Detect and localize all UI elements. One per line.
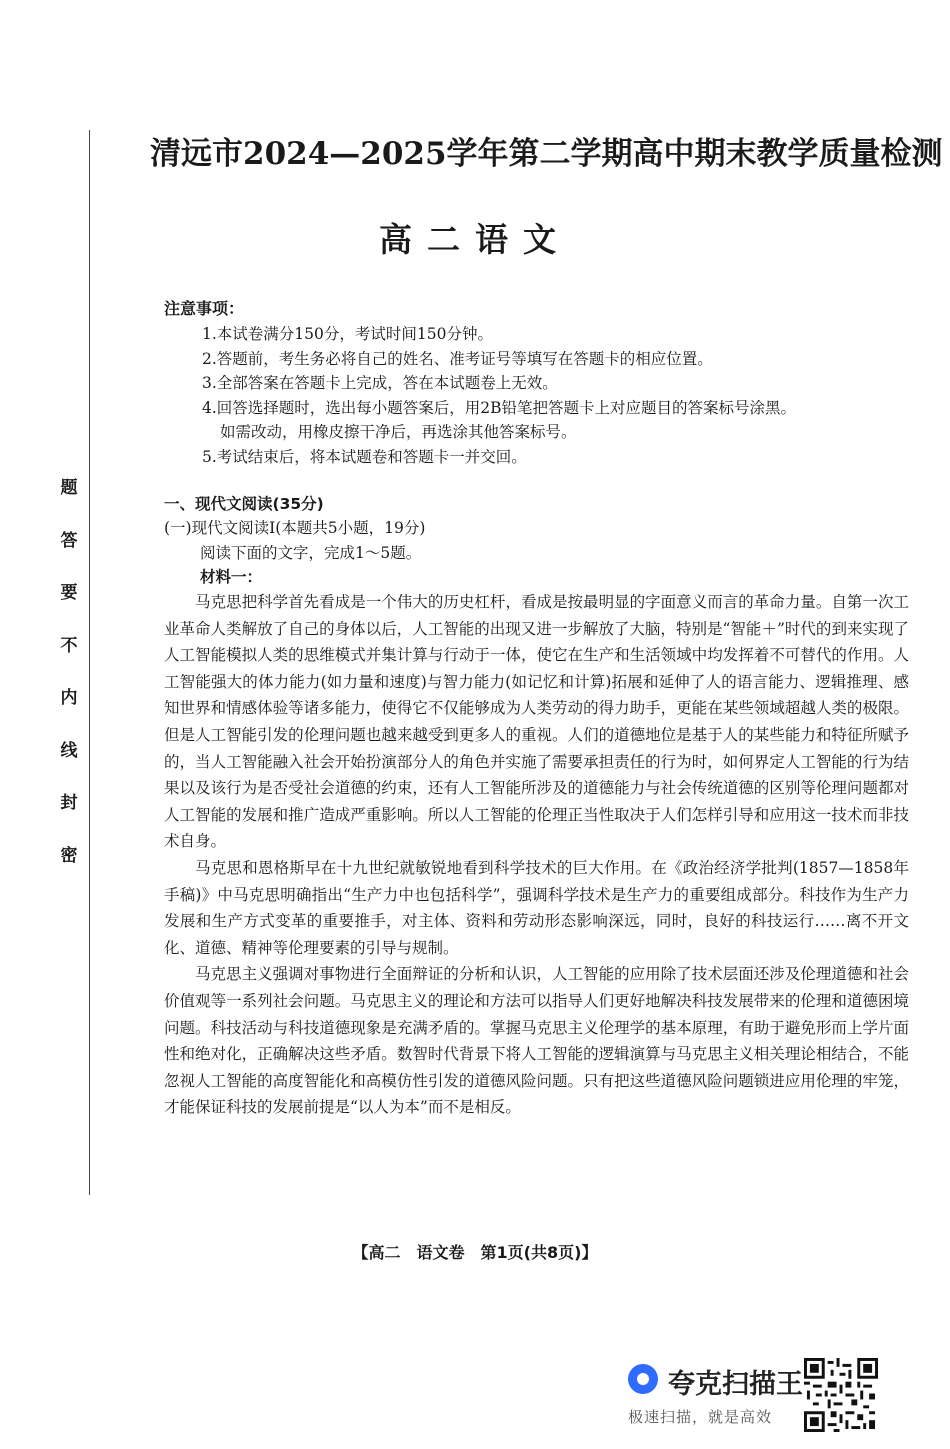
seal-char: 封 (60, 793, 78, 813)
page-footer: 【高二 语文卷 第1页(共8页)】 (352, 1243, 598, 1262)
scanner-logo-icon (628, 1364, 658, 1394)
seal-char: 要 (60, 583, 78, 603)
passage-paragraph: 马克思把科学首先看成是一个伟大的历史杠杆，看成是按最明显的字面意义而言的革命力量。自第一次工业革命人类解放了自己的身体以后，人工智能的出现又进一步解放了大脑，特别是“智能＋”时代的到来实现了人工智能模拟人类的思维模式并集计算与行动于一体，使它在生产和生活领域中均发挥着不可替代的作用。人工智能强大的体力能力(如力量和速度)与智力能力(如记忆和计算)拓展和延伸了人的语言能力、逻辑推理、感知世界和情感体验等诸多能力，使得它不仅能够成为人类劳动的得力助手，更能在某些领域超越人类的极限。但是人工智能引发的伦理问题也越来越受到更多人的重视。人们的道德地位是基于人的某些能力和特征所赋予的，当人工智能融入社会开始扮演部分人的角色并实施了需要承担责任的行为时，如何界定人工智能的行为结果以及该行为是否受社会道德的约束，还有人工智能所涉及的道德能力与社会传统道德的区别等伦理问题都对人工智能的发展和推广造成严重影响。所以人工智能的伦理正当性取决于人们怎样引导和应用这一技术而非技术自身。 (164, 593, 909, 851)
seal-char: 密 (60, 845, 78, 866)
reading-instruction: 阅读下面的文字，完成1～5题。 (200, 544, 422, 562)
notes-item-continued: 如需改动，用橡皮擦干净后，再选涂其他答案标号。 (220, 423, 577, 442)
sub-section-heading: (一)现代文阅读Ⅰ(本题共5小题，19分) (164, 519, 426, 537)
notes-item: 3.全部答案在答题卡上完成，答在本试题卷上无效。 (202, 374, 558, 393)
scanner-slogan: 极速扫描，就是高效 (628, 1408, 773, 1426)
seal-char: 题 (60, 478, 78, 498)
qr-code-icon (804, 1358, 878, 1432)
reading-section (164, 492, 909, 1121)
seal-char: 内 (60, 688, 78, 708)
scanner-watermark (624, 1360, 804, 1432)
passage-paragraph: 马克思和恩格斯早在十九世纪就敏锐地看到科学技术的巨大作用。在《政治经济学批判(1857—1858年手稿)》中马克思明确指出“生产力中也包括科学”，强调科学技术是生产力的重要组成部分。科技作为生产力发展和生产方式变革的重要推手，对主体、资料和劳动形态影响深远，同时，良好的科技运行……离不开文化、道德、精神等伦理要素的引导与规制。 (164, 858, 909, 957)
notes-heading: 注意事项： (164, 299, 245, 318)
notes-item: 4.回答选择题时，选出每小题答案后，用2B铅笔把答题卡上对应题目的答案标号涂黑。 (202, 398, 797, 417)
binding-line (89, 130, 90, 1195)
seal-char: 不 (60, 635, 78, 656)
material-label: 材料一： (200, 568, 263, 586)
scanner-name: 夸克扫描王 (668, 1369, 803, 1400)
exam-notes (164, 296, 924, 470)
notes-item: 5.考试结束后，将本试题卷和答题卡一并交回。 (202, 447, 527, 466)
passage-paragraph: 马克思主义强调对事物进行全面辩证的分析和认识，人工智能的应用除了技术层面还涉及伦理道德和社会价值观等一系列社会问题。马克思主义的理论和方法可以指导人们更好地解决科技发展带来的伦理和道德困境问题。科技活动与科技道德现象是充满矛盾的。掌握马克思主义伦理学的基本原理，有助于避免形而上学片面性和绝对化，正确解决这些矛盾。数智时代背景下将人工智能的逻辑演算与马克思主义相关理论相结合，不能忽视人工智能的高度智能化和高模仿性引发的道德风险问题。只有把这些道德风险问题锁进应用伦理的牢笼，才能保证科技的发展前提是“以人为本”而不是相反。 (164, 965, 909, 1117)
subject-title: 高二语文 (379, 220, 571, 259)
seal-char: 答 (60, 530, 78, 551)
section-heading: 一、现代文阅读(35分) (164, 495, 324, 513)
seal-line-notice (56, 478, 82, 898)
seal-char: 线 (60, 740, 78, 761)
notes-item: 1.本试卷满分150分，考试时间150分钟。 (202, 325, 493, 343)
exam-title: 清远市2024—2025学年第二学期高中期末教学质量检测 (150, 136, 943, 172)
notes-item: 2.答题前，考生务必将自己的姓名、准考证号等填写在答题卡的相应位置。 (202, 349, 713, 368)
